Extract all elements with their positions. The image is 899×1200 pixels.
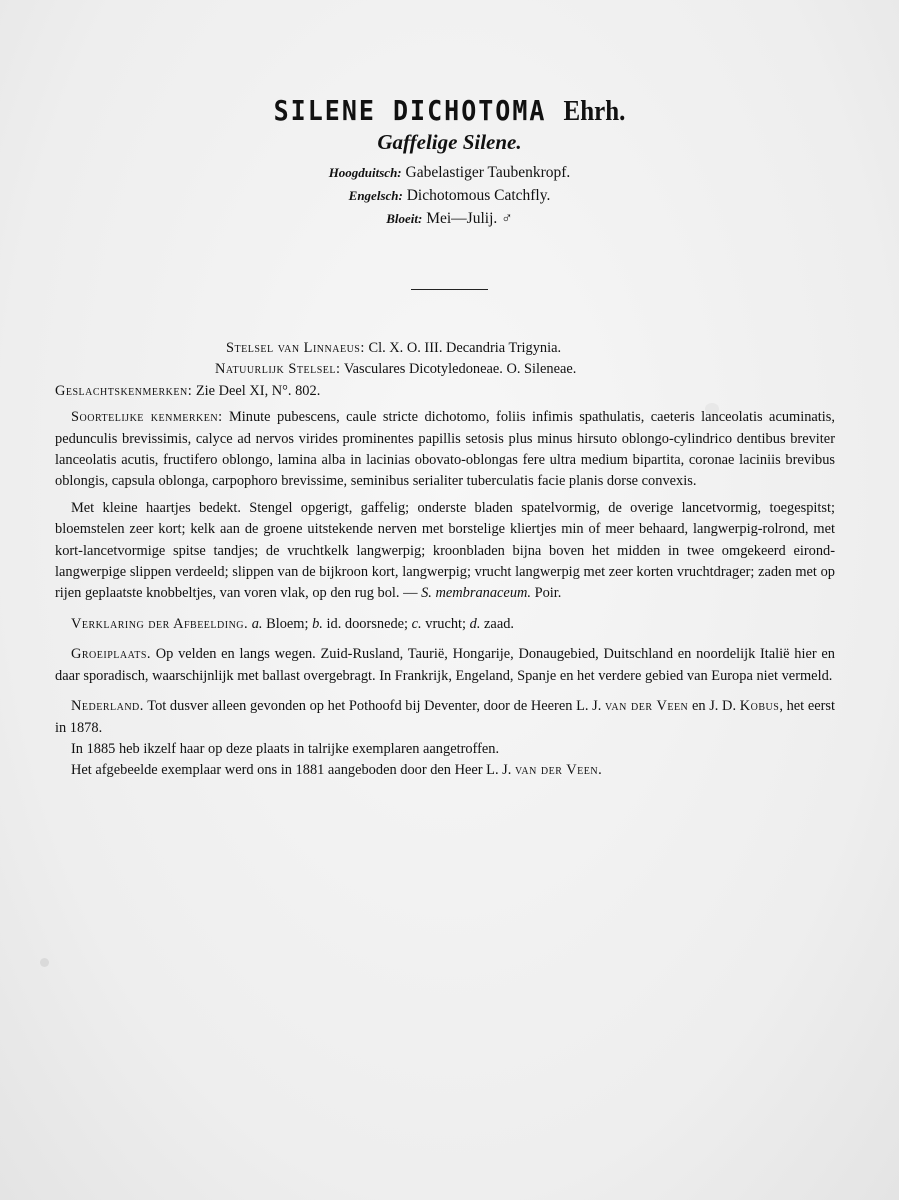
figure-explanation-label: Verklaring der Afbeelding.: [71, 615, 249, 632]
dutch-description: [55, 498, 835, 605]
netherlands-name-2: Kobus: [739, 698, 780, 715]
linnaeus-label: Stelsel van Linnaeus:: [226, 340, 365, 356]
natural-system-text: Vasculares Dicotyledoneae. O. Sileneae.: [343, 361, 577, 378]
note-1881-text: Het afgebeelde exemplaar werd ons in 1881 aangeboden door den Heer L. J.: [71, 762, 512, 779]
paper-spot: [40, 958, 49, 967]
genus-label: Geslachtskenmerken:: [55, 382, 193, 399]
genus-characters: [55, 381, 835, 402]
habitat-text: Op velden en langs wegen. Zuid-Rusland, Taurië, Hongarije, Donaugebied, Duitschland en noordelijk Italië hier en daar sporadisch, waarschijnlijk met ballast overgebragt. In Frankrijk, Engeland, Spanje en het verdere gebied van Europa niet vermeld.: [55, 646, 835, 684]
genus-text: Zie Deel XI, N°. 802.: [195, 382, 321, 399]
figure-letter-c: c.: [411, 615, 422, 632]
netherlands-label: Nederland.: [71, 698, 144, 715]
netherlands-text-2: en J. D.: [691, 698, 737, 715]
species-author: Ehrh.: [563, 96, 626, 127]
species-characters-label: Soortelijke kenmerken:: [71, 409, 223, 426]
page-header: [0, 96, 899, 230]
synonym-author: Poir.: [534, 585, 562, 602]
natural-system-label: Natuurlijk Stelsel:: [215, 361, 341, 378]
figure-text-d: zaad.: [484, 615, 515, 632]
english-label: Engelsch:: [348, 188, 403, 203]
flowering-period: Mei—Julij. ♂: [426, 210, 513, 227]
header-divider: [411, 289, 488, 290]
description-body: [55, 338, 835, 782]
german-label: Hoogduitsch:: [328, 165, 402, 180]
habitat-label: Groeiplaats.: [71, 646, 151, 663]
figure-text-b: id. doorsnede;: [326, 615, 409, 632]
note-1881: [55, 760, 835, 781]
figure-letter-d: d.: [469, 615, 481, 632]
dutch-description-text: Met kleine haartjes bedekt. Stengel opgerigt, gaffelig; onderste bladen spatelvormig, de overige lancetvormig, toegespitst; bloemstelen zeer kort; kelk aan de groene uitstekende nerven met borstelige kliertjes min of meer behaard, langwerpig-rolrond, met kort-lancetvormige spitse tandjes; de vruchtkelk langwerpig; kroonbladen bijna boven het midden in twee omgekeerd eirond-langwerpige slippen verdeeld; slippen van de bijkroon kort, langwerpig; vrucht langwerpig met zeer korten vruchtdrager; zaden met op rijen geplaatste knobbeltjes, van voren vlak, op den rug bol. —: [55, 499, 835, 602]
note-1881-name: van der Veen: [514, 762, 599, 779]
species-title: [0, 94, 899, 128]
note-1885: [55, 739, 835, 760]
species-name: SILENE DICHOTOMA: [273, 94, 547, 127]
netherlands: [55, 696, 835, 739]
flowering-label: Bloeit:: [386, 211, 423, 226]
netherlands-text-1: Tot dusver alleen gevonden op het Pothoofd bij Deventer, door de Heeren L. J.: [147, 698, 602, 715]
netherlands-text-3: , het eerst in 1878.: [55, 698, 835, 736]
natural-system: [55, 359, 835, 380]
note-1885-text: In 1885 heb ikzelf haar op deze plaats in talrijke exemplaren aangetroffen.: [71, 740, 500, 757]
note-1881-end: .: [598, 762, 602, 779]
english-name: Dichotomous Catchfly.: [406, 187, 551, 204]
figure-text-a: Bloem;: [266, 615, 309, 632]
figure-letter-a: a.: [251, 615, 263, 632]
synonym: S. membranaceum.: [421, 585, 531, 602]
flowering-row: [0, 207, 899, 230]
netherlands-name-1: van der Veen: [605, 698, 689, 715]
linnaeus-text: Cl. X. O. III. Decandria Trigynia.: [368, 340, 562, 356]
species-characters: [55, 407, 835, 493]
english-name-row: [0, 184, 899, 207]
figure-letter-b: b.: [312, 615, 323, 632]
species-characters-text: Minute pubescens, caule stricte dichotomo, foliis infimis spathulatis, caeteris lanceolatis acuminatis, pedunculis brevissimis, calyce ad nervos virides prominentes papillis setosis plus minus hirsuto oblongo-cylindrico dentibus breviter lanceolatis acutis, fructifero oblongo, lamina alba in lacinias obovato-oblongas fere ultra medium bipartita, coronae laciniis brevibus oblongis, capsula oblonga, carpophoro brevissime, seminibus serialiter tuberculatis facie planis dorse convexis.: [55, 409, 835, 490]
common-name: Gaffelige Silene.: [377, 130, 522, 154]
habitat: [55, 644, 835, 687]
figure-text-c: vrucht;: [425, 615, 467, 632]
figure-explanation: [55, 614, 835, 635]
german-name-row: [0, 161, 899, 184]
linnaeus-system: [55, 338, 835, 359]
german-name: Gabelastiger Taubenkropf.: [405, 164, 571, 181]
